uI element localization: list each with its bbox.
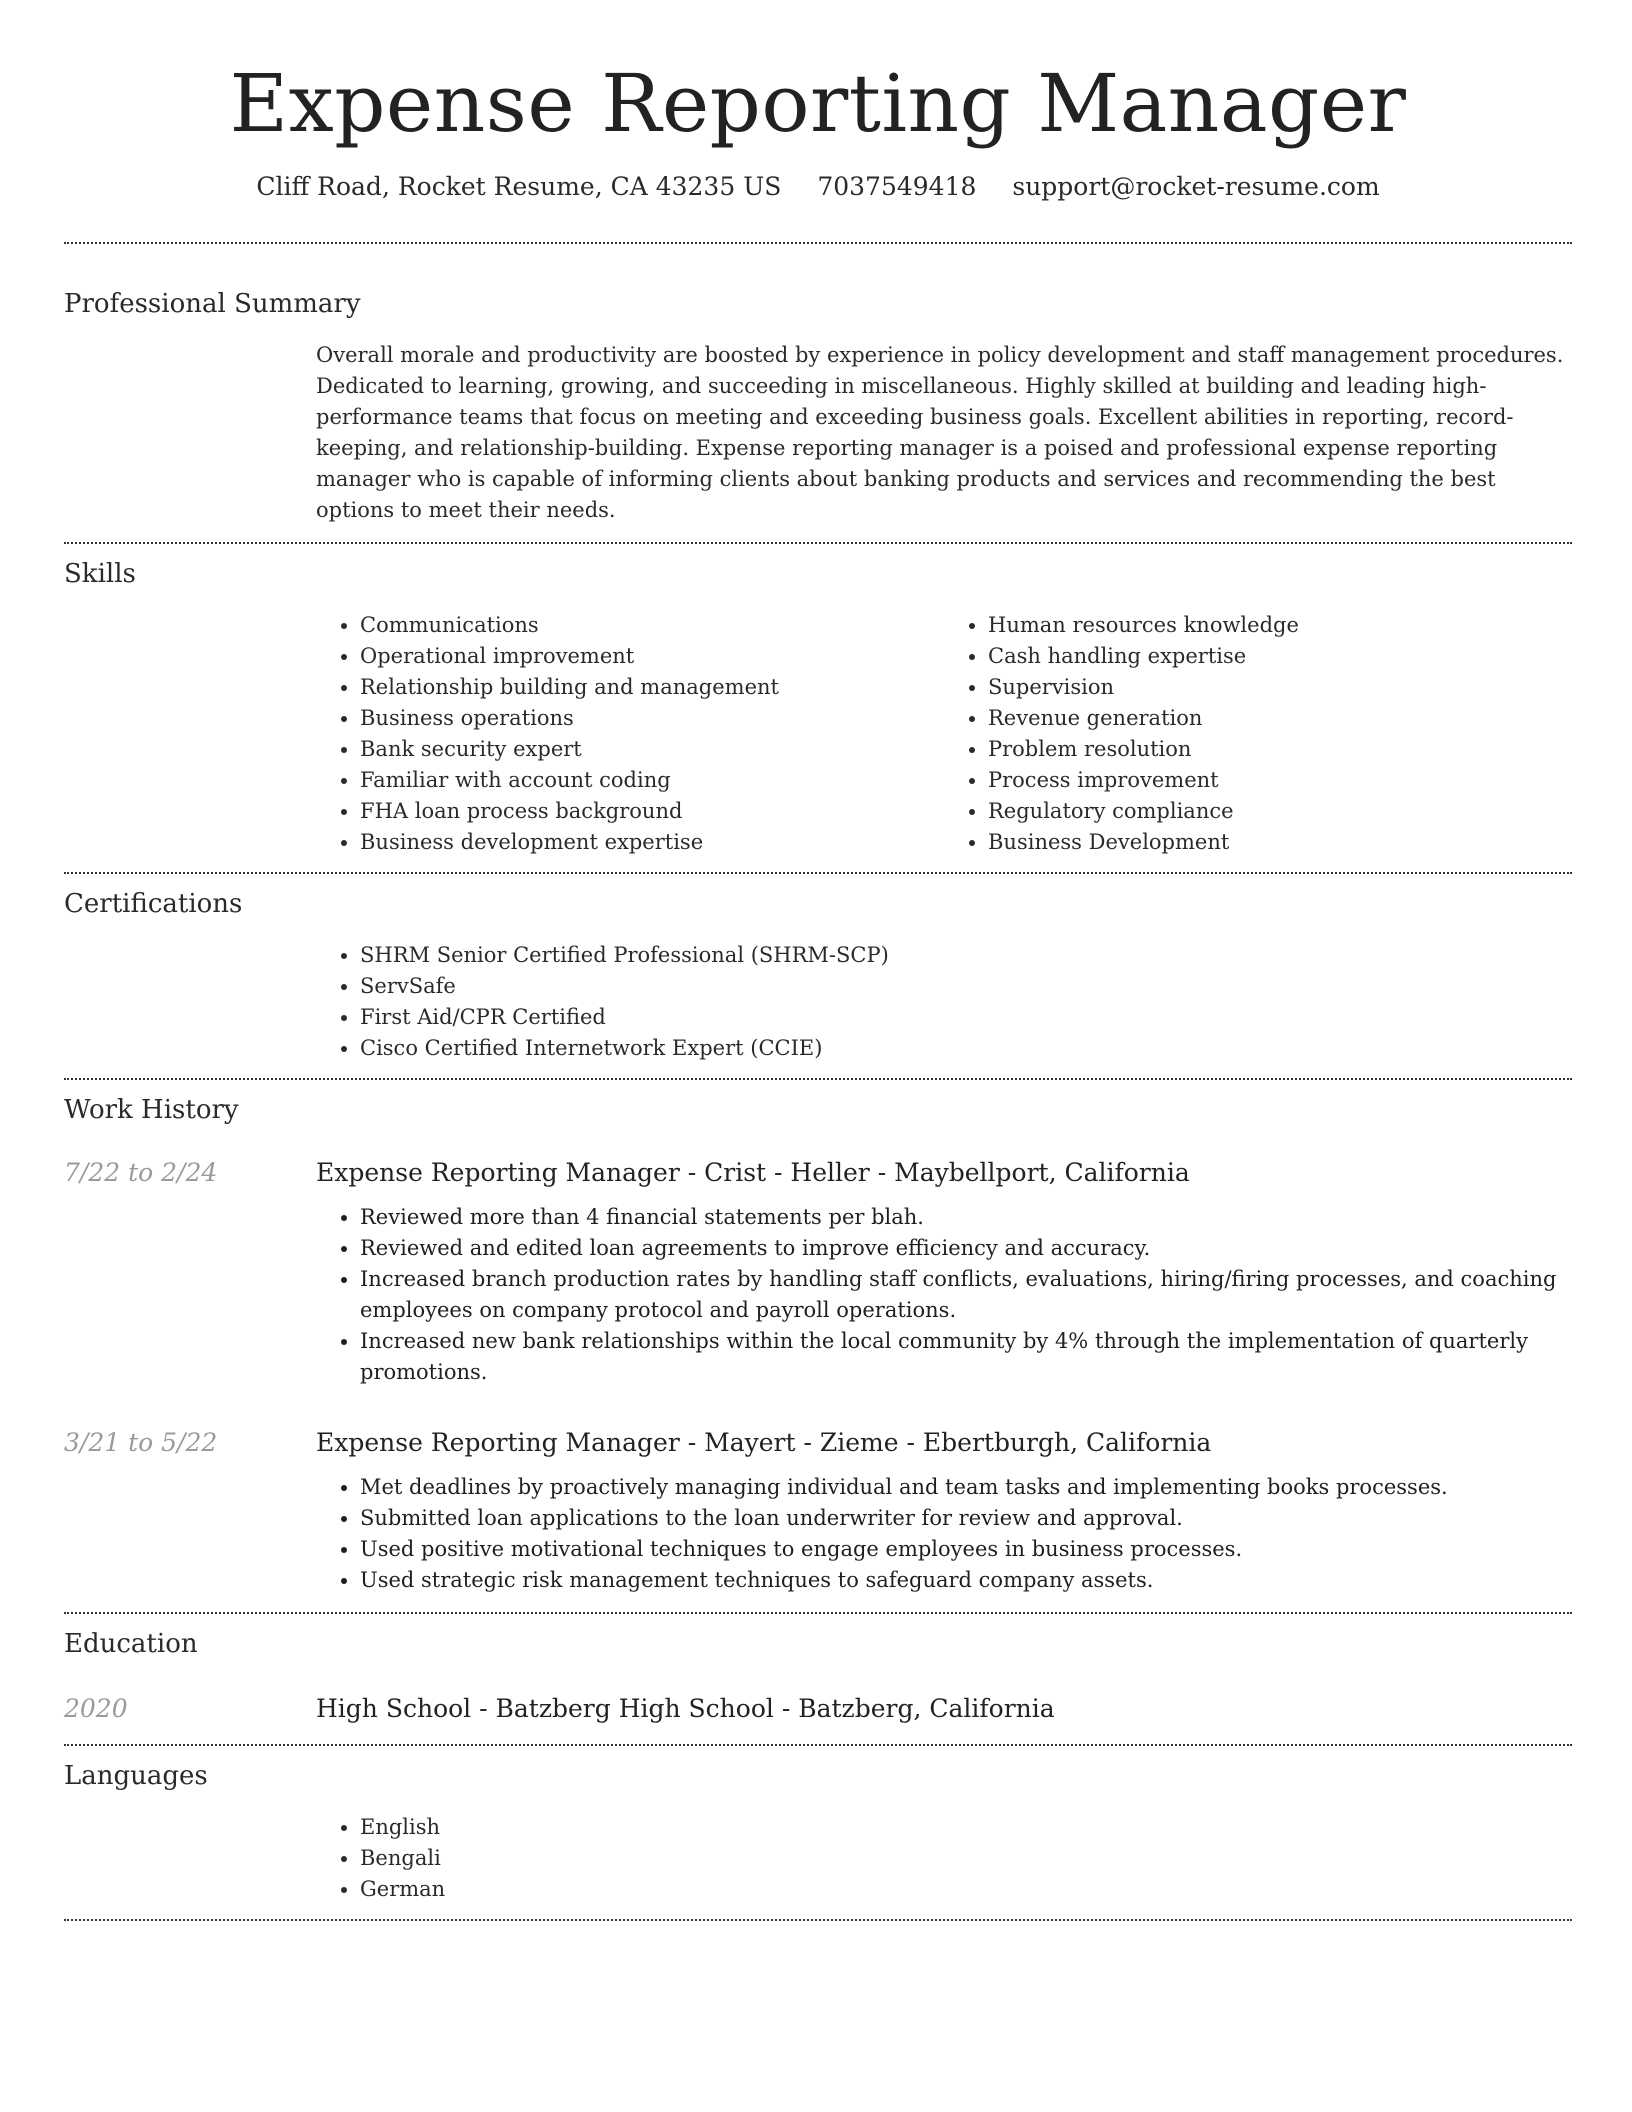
summary-heading: Professional Summary bbox=[64, 289, 361, 319]
summary-text: Overall morale and productivity are boosted by experience in policy development and staff management procedures. Dedicated to learning, growing, and succeeding in miscellaneous. Highly skilled at building and leading high-performance teams that focus on meeting and exceeding business goals. Excellent abilities in reporting, record-keeping, and relationship-building. Expense reporting manager is a poised and professional expense reporting manager who is capable of informing clients about banking products and services and recommending the best options to meet their needs. bbox=[316, 343, 1564, 522]
language-item: • English bbox=[360, 1812, 1572, 1843]
skill-item: • Supervision bbox=[988, 672, 1572, 703]
languages-heading: Languages bbox=[64, 1761, 208, 1791]
job-bullet: • Used positive motivational techniques to engage employees in business processes. bbox=[360, 1534, 1448, 1565]
contact-phone: 7037549418 bbox=[817, 172, 977, 201]
certification-item: • SHRM Senior Certified Professional (SHRM-SCP) bbox=[360, 940, 1572, 971]
contact-line bbox=[64, 170, 1572, 204]
contact-address: Cliff Road, Rocket Resume, CA 43235 US bbox=[256, 172, 782, 201]
language-item: • Bengali bbox=[360, 1843, 1572, 1874]
languages-block bbox=[316, 1812, 1572, 1905]
divider bbox=[64, 1919, 1572, 1921]
job-dates: 3/21 to 5/22 bbox=[64, 1428, 218, 1457]
job-entry bbox=[64, 1426, 1572, 1596]
skill-item: • Business Development bbox=[988, 827, 1572, 858]
language-item: • German bbox=[360, 1874, 1572, 1905]
job-bullets bbox=[316, 1202, 1572, 1388]
job-entry bbox=[64, 1156, 1572, 1388]
job-body bbox=[316, 1426, 1448, 1596]
skill-item: • Familiar with account coding bbox=[360, 765, 944, 796]
job-heading: Expense Reporting Manager - Mayert - Zieme - Ebertburgh, California bbox=[316, 1428, 1212, 1457]
job-bullet: • Submitted loan applications to the loan underwriter for review and approval. bbox=[360, 1503, 1448, 1534]
certifications-block bbox=[316, 940, 1572, 1064]
languages-list bbox=[316, 1812, 1572, 1905]
job-bullets bbox=[316, 1472, 1448, 1596]
certifications-heading: Certifications bbox=[64, 889, 243, 919]
resume-page bbox=[64, 0, 1572, 1921]
job-bullet: • Increased new bank relationships within the local community by 4% through the implementation of quarterly promotions. bbox=[360, 1326, 1572, 1388]
education-year: 2020 bbox=[64, 1694, 128, 1723]
skill-item: • Relationship building and management bbox=[360, 672, 944, 703]
skill-item: • Operational improvement bbox=[360, 641, 944, 672]
skill-item: • FHA loan process background bbox=[360, 796, 944, 827]
job-bullet: • Met deadlines by proactively managing individual and team tasks and implementing books processes. bbox=[360, 1472, 1448, 1503]
skill-item: • Communications bbox=[360, 610, 944, 641]
skill-item: • Process improvement bbox=[988, 765, 1572, 796]
education-entry bbox=[64, 1692, 1572, 1726]
skills-grid bbox=[316, 610, 1572, 858]
skill-item: • Problem resolution bbox=[988, 734, 1572, 765]
job-bullet: • Increased branch production rates by handling staff conflicts, evaluations, hiring/firing processes, and coaching employees on company protocol and payroll operations. bbox=[360, 1264, 1572, 1326]
divider bbox=[64, 1078, 1572, 1080]
certification-item: • Cisco Certified Internetwork Expert (CCIE) bbox=[360, 1033, 1572, 1064]
candidate-name: Expense Reporting Manager bbox=[229, 57, 1407, 150]
skill-item: • Human resources knowledge bbox=[988, 610, 1572, 641]
job-bullet: • Reviewed more than 4 financial statements per blah. bbox=[360, 1202, 1572, 1233]
divider bbox=[64, 1744, 1572, 1746]
skill-item: • Revenue generation bbox=[988, 703, 1572, 734]
skill-item: • Business development expertise bbox=[360, 827, 944, 858]
divider bbox=[64, 542, 1572, 544]
skills-list-left bbox=[316, 610, 944, 858]
job-heading: Expense Reporting Manager - Crist - Heller - Maybellport, California bbox=[316, 1158, 1190, 1187]
contact-email: support@rocket-resume.com bbox=[1012, 172, 1380, 201]
certification-item: • ServSafe bbox=[360, 971, 1572, 1002]
certification-item: • First Aid/CPR Certified bbox=[360, 1002, 1572, 1033]
skill-item: • Cash handling expertise bbox=[988, 641, 1572, 672]
certifications-list bbox=[316, 940, 1572, 1064]
education-heading: Education bbox=[64, 1629, 198, 1659]
divider bbox=[64, 872, 1572, 874]
skill-item: • Bank security expert bbox=[360, 734, 944, 765]
divider bbox=[64, 1612, 1572, 1614]
job-body bbox=[316, 1156, 1572, 1388]
job-bullet: • Reviewed and edited loan agreements to improve efficiency and accuracy. bbox=[360, 1233, 1572, 1264]
job-bullet: • Used strategic risk management techniques to safeguard company assets. bbox=[360, 1565, 1448, 1596]
education-heading-text: High School - Batzberg High School - Batzberg, California bbox=[316, 1694, 1055, 1723]
skills-list-right bbox=[944, 610, 1572, 858]
divider bbox=[64, 242, 1572, 244]
work-history-heading: Work History bbox=[64, 1095, 239, 1125]
skill-item: • Regulatory compliance bbox=[988, 796, 1572, 827]
skills-heading: Skills bbox=[64, 559, 136, 589]
skill-item: • Business operations bbox=[360, 703, 944, 734]
job-dates: 7/22 to 2/24 bbox=[64, 1158, 218, 1187]
